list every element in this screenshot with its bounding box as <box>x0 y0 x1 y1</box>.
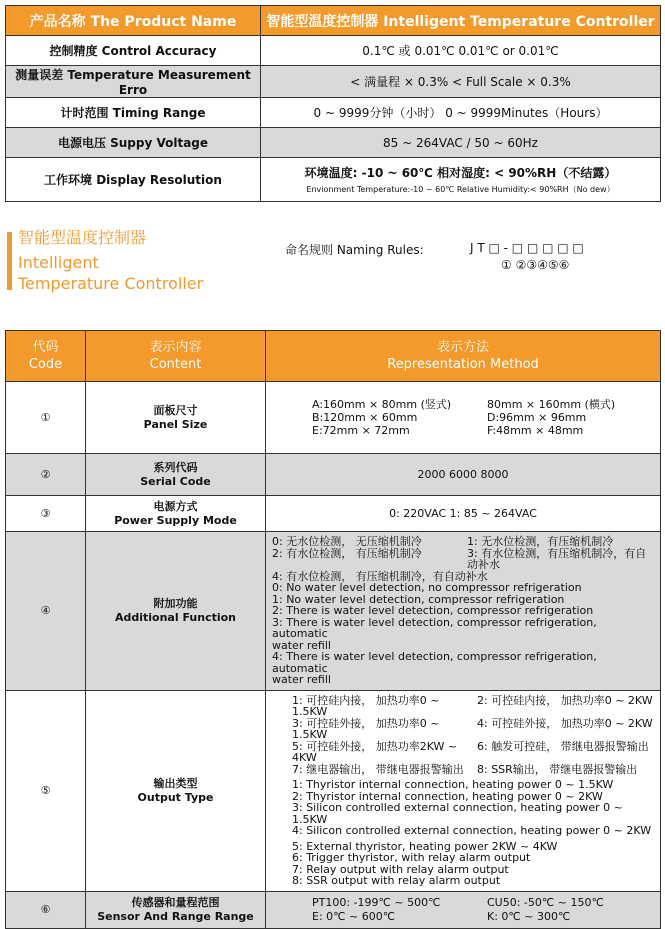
spec-label: 电源电压 Suppy Voltage <box>6 128 261 158</box>
section-title-en2: Temperature Controller <box>18 274 204 293</box>
code-method: A:160mm × 80mm (竖式) 80mm × 160mm (横式) B:120mm × 60mm D:96mm × 96mm E:72mm × 72mm F:48mm × 48mm <box>266 382 661 454</box>
spec-value-line2: Envionment Temperature:-10 ~ 60℃ Relative Humidity:< 90%RH（No dew） <box>306 185 615 194</box>
code-number: ⑥ <box>6 891 86 928</box>
code-method: 2000 6000 8000 <box>266 454 661 496</box>
spec-value: 0 ~ 9999分钟（小时） 0 ~ 9999Minutes（Hours） <box>261 98 661 128</box>
header-code: 代码 Code <box>6 331 86 382</box>
spec-table <box>5 5 661 202</box>
code-content: 输出类型 Output Type <box>86 690 266 891</box>
code-method: 0: 220VAC 1: 85 ~ 264VAC <box>266 496 661 532</box>
spec-label: 控制精度 Control Accuracy <box>6 36 261 66</box>
code-number: ② <box>6 454 86 496</box>
code-method: PT100: -199℃ ~ 500℃ CU50: -50℃ ~ 150℃ E: 0℃ ~ 600℃ K: 0℃ ~ 300℃ <box>266 891 661 928</box>
code-number: ⑤ <box>6 690 86 891</box>
spec-header-value: 智能型温度控制器 Intelligent Temperature Controller <box>261 6 661 36</box>
naming-pattern: J T □ - □ □ □ □ □ <box>470 241 584 255</box>
header-method: 表示方法 Representation Method <box>266 331 661 382</box>
code-content: 传感器和量程范围 Sensor And Range Range <box>86 891 266 928</box>
header-content: 表示内容 Content <box>86 331 266 382</box>
code-number: ③ <box>6 496 86 532</box>
spec-value-line1: 环境温度: -10 ~ 60℃ 相对湿度: < 90%RH（不结露） <box>304 166 617 180</box>
spec-value: 0.1℃ 或 0.01℃ 0.01℃ or 0.01℃ <box>261 36 661 66</box>
code-content: 系列代码 Serial Code <box>86 454 266 496</box>
naming-digits: ① ②③④⑤⑥ <box>501 258 570 272</box>
spec-label: 工作环境 Display Resolution <box>6 158 261 202</box>
code-number: ① <box>6 382 86 454</box>
code-table <box>5 330 661 929</box>
code-method: 1: 可控硅内接， 加热功率0 ~ 1.5KW 2: 可控硅内接， 加热功率0 ~ 2KW 3: 可控硅外接， 加热功率0 ~ 1.5KW 4: 可控硅外接， 加热功率0 ~ 2KW 5: 可控硅外接， 加热功率2KW ~ 4KW 6: 触发可控硅， 带继电器报警输出 7: 继电器输出， 带继电器报警输出 8: SSR输出， 带继电器报警输出 1: Thyristor internal connection, heating power 0 ~ 1.5KW 2: Thyristor internal connection, heating power 0 ~ 2KW 3: Silicon controlled external connection, heating power 0 ~ 1.5KW 4: Silicon controlled external connection, heating power 0 ~ 2KW 5: External thyristor, heating power 2KW ~ 4KW 6: Trigger thyristor, with relay alarm output 7: Relay output with relay alarm output 8: SSR output with relay alarm output <box>266 690 661 891</box>
section-title-en1: Intelligent <box>18 253 99 272</box>
spec-value: 85 ~ 264VAC / 50 ~ 60Hz <box>261 128 661 158</box>
code-number: ④ <box>6 532 86 691</box>
spec-value: < 满量程 × 0.3% < Full Scale × 0.3% <box>261 66 661 98</box>
code-content: 附加功能 Additional Function <box>86 532 266 691</box>
spec-header-name: 产品名称 The Product Name <box>6 6 261 36</box>
spec-value <box>261 158 661 202</box>
section-accent-bar <box>7 232 12 290</box>
code-content: 电源方式 Power Supply Mode <box>86 496 266 532</box>
spec-label: 测量误差 Temperature Measurement Erro <box>6 66 261 98</box>
code-method: 0: 无水位检测， 无压缩机制冷 1: 无水位检测，有压缩机制冷 2: 有水位检测， 有压缩机制冷 3: 有水位检测，有压缩机制冷，有自动补水 4: 有水位检测， 有压缩机制冷，有自动补水 0: No water level detection, no compressor refrigeration 1: No water level detection, compressor refrigeration 2: There is water level detection, compressor refrigeration 3: There is water level detection, compressor refrigeration, automatic water refill 4: There is water level detection, compressor refrigeration, automatic water refill <box>266 532 661 691</box>
spec-label: 计时范围 Timing Range <box>6 98 261 128</box>
naming-rules-label: 命名规则 Naming Rules: <box>285 243 424 257</box>
code-content: 面板尺寸 Panel Size <box>86 382 266 454</box>
section-title-cn: 智能型温度控制器 <box>18 228 147 247</box>
